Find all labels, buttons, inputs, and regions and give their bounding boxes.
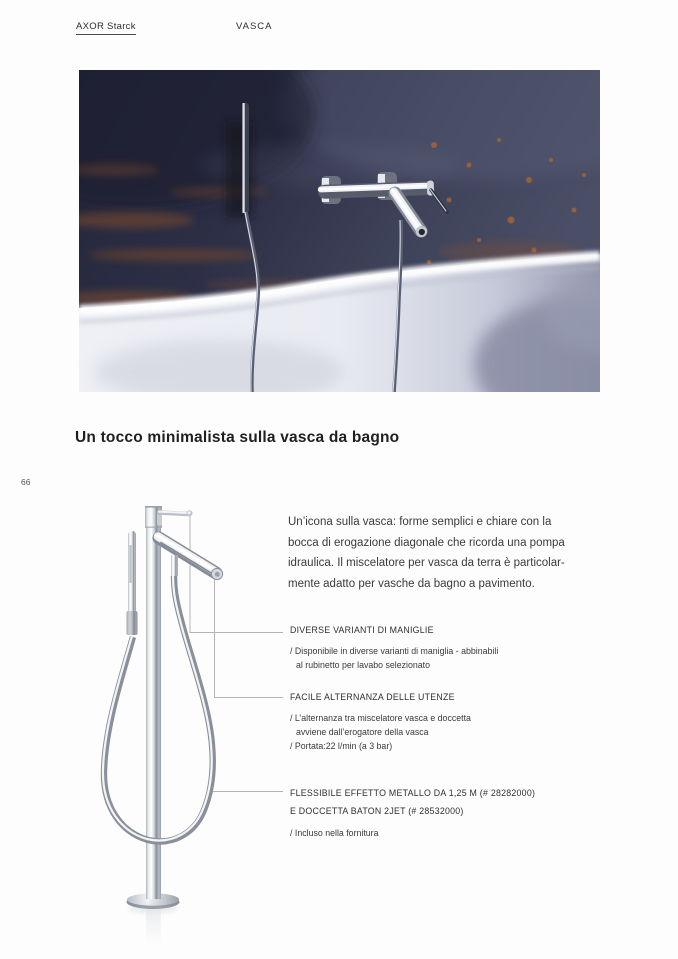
feature-handle-variants — [290, 624, 498, 672]
feature-hose-handshower — [290, 785, 535, 840]
intro-line: mente adatto per vasche da bagno a pavimento. — [288, 577, 535, 590]
product-illustration-floor-mixer — [95, 495, 285, 950]
feature-easy-switching — [290, 691, 471, 753]
intro-line: Un’icona sulla vasca: forme semplici e chiare con la — [288, 516, 552, 528]
floor-reflection — [128, 905, 178, 945]
feature-heading: FACILE ALTERNANZA DELLE UTENZE — [290, 692, 455, 702]
hand-shower-wand — [127, 531, 138, 635]
feature-line: / Portata:22 l/min (a 3 bar) — [290, 740, 393, 751]
intro-line: bocca di erogazione diagonale che ricorda una pompa — [288, 536, 565, 549]
feature-line: avviene dall’erogatore della vasca — [296, 726, 429, 737]
feature-line: / L’alternanza tra miscelatore vasca e doccetta — [290, 712, 471, 723]
category-label: VASCA — [236, 21, 273, 32]
intro-paragraph — [288, 512, 565, 594]
feature-heading: FLESSIBILE EFFETTO METALLO DA 1,25 M (# 28282000) — [290, 788, 536, 798]
hero-photo-bath-mixer — [79, 70, 600, 392]
brand-label: AXOR Starck — [76, 21, 136, 35]
page-number: 66 — [21, 477, 31, 487]
feature-heading: DIVERSE VARIANTI DI MANIGLIE — [290, 625, 434, 635]
mixer-handle — [157, 510, 193, 525]
feature-line: / Incluso nella fornitura — [290, 828, 379, 838]
page-title: Un tocco minimalista sulla vasca da bagno — [75, 429, 400, 446]
callout-line-spout — [215, 578, 284, 698]
intro-line: idraulica. Il miscelatore per vasca da terra è particolar- — [288, 557, 565, 569]
callout-line-handles — [190, 514, 283, 633]
feature-line: al rubinetto per lavabo selezionato — [296, 659, 430, 670]
feature-heading: E DOCCETTA BATON 2JET (# 28532000) — [290, 805, 464, 816]
feature-line: / Disponibile in diverse varianti di maniglia - abbinabili — [290, 645, 499, 656]
